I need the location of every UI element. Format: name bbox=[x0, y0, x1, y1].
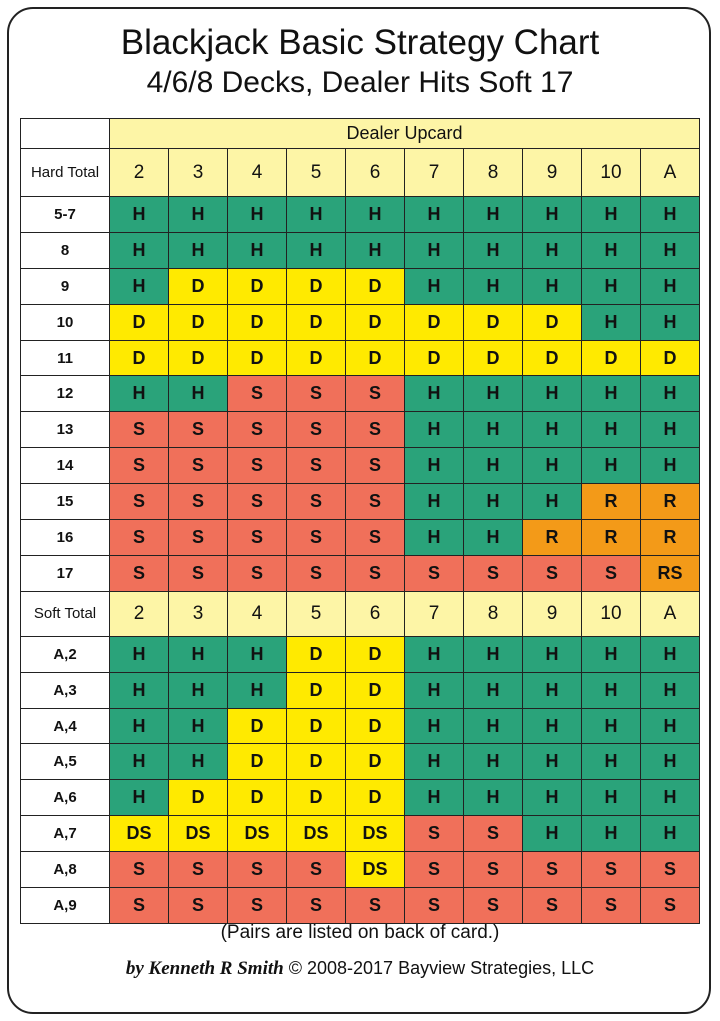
action-cell: H bbox=[110, 672, 169, 708]
upcard-9: 9 bbox=[523, 149, 582, 197]
action-cell: H bbox=[110, 744, 169, 780]
action-cell: H bbox=[464, 744, 523, 780]
action-cell: S bbox=[228, 852, 287, 888]
action-cell: H bbox=[405, 232, 464, 268]
action-cell: D bbox=[287, 340, 346, 376]
hard-upcard-row bbox=[21, 149, 700, 197]
action-cell: H bbox=[169, 232, 228, 268]
row-label: 16 bbox=[21, 520, 110, 556]
action-cell: S bbox=[228, 448, 287, 484]
action-cell: S bbox=[582, 888, 641, 924]
action-cell: H bbox=[169, 744, 228, 780]
table-row bbox=[21, 708, 700, 744]
row-label: A,4 bbox=[21, 708, 110, 744]
action-cell: S bbox=[287, 852, 346, 888]
action-cell: S bbox=[464, 816, 523, 852]
upcard-4: 4 bbox=[228, 149, 287, 197]
action-cell: H bbox=[464, 636, 523, 672]
action-cell: H bbox=[110, 636, 169, 672]
action-cell: S bbox=[346, 412, 405, 448]
action-cell: H bbox=[641, 197, 700, 233]
action-cell: S bbox=[523, 888, 582, 924]
action-cell: S bbox=[287, 412, 346, 448]
action-cell: D bbox=[346, 268, 405, 304]
action-cell: H bbox=[523, 268, 582, 304]
action-cell: S bbox=[405, 852, 464, 888]
action-cell: D bbox=[228, 708, 287, 744]
author-name: by Kenneth R Smith bbox=[125, 958, 284, 979]
action-cell: H bbox=[641, 448, 700, 484]
table-row bbox=[21, 340, 700, 376]
table-row bbox=[21, 197, 700, 233]
action-cell: H bbox=[523, 197, 582, 233]
action-cell: S bbox=[346, 484, 405, 520]
upcard-8: 8 bbox=[464, 149, 523, 197]
action-cell: R bbox=[641, 484, 700, 520]
action-cell: S bbox=[287, 448, 346, 484]
copyright-text: © 2008-2017 Bayview Strategies, LLC bbox=[288, 958, 595, 978]
action-cell: H bbox=[582, 448, 641, 484]
action-cell: H bbox=[641, 636, 700, 672]
action-cell: H bbox=[464, 708, 523, 744]
action-cell: H bbox=[405, 780, 464, 816]
action-cell: H bbox=[582, 268, 641, 304]
action-cell: D bbox=[582, 340, 641, 376]
table-row bbox=[21, 448, 700, 484]
action-cell: H bbox=[641, 780, 700, 816]
action-cell: S bbox=[169, 520, 228, 556]
row-label: 17 bbox=[21, 555, 110, 591]
table-row bbox=[21, 888, 700, 924]
upcard-6: 6 bbox=[346, 591, 405, 636]
corner-cell bbox=[21, 119, 110, 149]
action-cell: H bbox=[110, 708, 169, 744]
action-cell: S bbox=[405, 888, 464, 924]
action-cell: D bbox=[169, 268, 228, 304]
action-cell: H bbox=[464, 268, 523, 304]
action-cell: S bbox=[110, 448, 169, 484]
action-cell: S bbox=[346, 376, 405, 412]
row-label: 14 bbox=[21, 448, 110, 484]
action-cell: H bbox=[641, 232, 700, 268]
action-cell: H bbox=[523, 636, 582, 672]
action-cell: H bbox=[228, 672, 287, 708]
upcard-5: 5 bbox=[287, 591, 346, 636]
action-cell: H bbox=[582, 232, 641, 268]
action-cell: H bbox=[464, 376, 523, 412]
action-cell: S bbox=[346, 520, 405, 556]
action-cell: H bbox=[110, 780, 169, 816]
action-cell: DS bbox=[228, 816, 287, 852]
action-cell: H bbox=[405, 448, 464, 484]
upcard-4: 4 bbox=[228, 591, 287, 636]
action-cell: H bbox=[405, 197, 464, 233]
action-cell: S bbox=[346, 555, 405, 591]
table-row bbox=[21, 780, 700, 816]
upcard-7: 7 bbox=[405, 149, 464, 197]
action-cell: S bbox=[287, 555, 346, 591]
action-cell: D bbox=[110, 304, 169, 340]
action-cell: DS bbox=[110, 816, 169, 852]
action-cell: S bbox=[228, 412, 287, 448]
upcard-10: 10 bbox=[582, 149, 641, 197]
table-row bbox=[21, 484, 700, 520]
action-cell: S bbox=[523, 555, 582, 591]
table-row bbox=[21, 852, 700, 888]
action-cell: H bbox=[523, 816, 582, 852]
table-row bbox=[21, 744, 700, 780]
action-cell: H bbox=[464, 520, 523, 556]
action-cell: D bbox=[169, 304, 228, 340]
chart-title: Blackjack Basic Strategy Chart bbox=[120, 23, 600, 62]
action-cell: H bbox=[228, 232, 287, 268]
action-cell: H bbox=[523, 448, 582, 484]
action-cell: D bbox=[346, 708, 405, 744]
action-cell: H bbox=[641, 816, 700, 852]
upcard-2: 2 bbox=[110, 149, 169, 197]
row-label: 12 bbox=[21, 376, 110, 412]
row-label: A,5 bbox=[21, 744, 110, 780]
action-cell: S bbox=[464, 888, 523, 924]
action-cell: D bbox=[346, 304, 405, 340]
action-cell: R bbox=[523, 520, 582, 556]
action-cell: S bbox=[228, 520, 287, 556]
table-row bbox=[21, 520, 700, 556]
soft-upcard-row bbox=[21, 591, 700, 636]
row-label: A,7 bbox=[21, 816, 110, 852]
action-cell: H bbox=[405, 708, 464, 744]
row-label: A,8 bbox=[21, 852, 110, 888]
action-cell: H bbox=[641, 708, 700, 744]
action-cell: S bbox=[110, 520, 169, 556]
table-row bbox=[21, 376, 700, 412]
action-cell: H bbox=[582, 412, 641, 448]
upcard-3: 3 bbox=[169, 591, 228, 636]
action-cell: H bbox=[346, 197, 405, 233]
action-cell: D bbox=[228, 780, 287, 816]
action-cell: S bbox=[228, 376, 287, 412]
action-cell: D bbox=[169, 340, 228, 376]
action-cell: D bbox=[641, 340, 700, 376]
action-cell: D bbox=[405, 304, 464, 340]
action-cell: DS bbox=[346, 852, 405, 888]
action-cell: H bbox=[523, 412, 582, 448]
action-cell: H bbox=[582, 636, 641, 672]
action-cell: H bbox=[641, 268, 700, 304]
row-label: 10 bbox=[21, 304, 110, 340]
action-cell: H bbox=[523, 708, 582, 744]
action-cell: S bbox=[110, 484, 169, 520]
action-cell: S bbox=[464, 852, 523, 888]
chart-subtitle: 4/6/8 Decks, Dealer Hits Soft 17 bbox=[146, 66, 574, 99]
action-cell: H bbox=[582, 744, 641, 780]
upcard-A: A bbox=[641, 591, 700, 636]
action-cell: D bbox=[287, 268, 346, 304]
table-row bbox=[21, 636, 700, 672]
row-label: 9 bbox=[21, 268, 110, 304]
action-cell: D bbox=[287, 744, 346, 780]
action-cell: D bbox=[287, 304, 346, 340]
action-cell: R bbox=[641, 520, 700, 556]
action-cell: D bbox=[346, 744, 405, 780]
action-cell: H bbox=[405, 412, 464, 448]
action-cell: H bbox=[405, 520, 464, 556]
table-row bbox=[21, 232, 700, 268]
action-cell: H bbox=[582, 672, 641, 708]
upcard-7: 7 bbox=[405, 591, 464, 636]
action-cell: S bbox=[110, 852, 169, 888]
row-label: A,2 bbox=[21, 636, 110, 672]
action-cell: H bbox=[169, 197, 228, 233]
action-cell: H bbox=[169, 636, 228, 672]
action-cell: D bbox=[405, 340, 464, 376]
action-cell: H bbox=[641, 304, 700, 340]
action-cell: S bbox=[110, 555, 169, 591]
dealer-upcard-header: Dealer Upcard bbox=[110, 119, 700, 149]
action-cell: D bbox=[287, 708, 346, 744]
action-cell: D bbox=[346, 636, 405, 672]
action-cell: H bbox=[110, 376, 169, 412]
action-cell: D bbox=[169, 780, 228, 816]
table-row bbox=[21, 304, 700, 340]
row-label: 8 bbox=[21, 232, 110, 268]
action-cell: H bbox=[405, 376, 464, 412]
hard-upcard-row-label: Hard Total bbox=[21, 149, 110, 197]
action-cell: S bbox=[405, 555, 464, 591]
dealer-header-row bbox=[21, 119, 700, 149]
action-cell: H bbox=[582, 708, 641, 744]
action-cell: H bbox=[523, 672, 582, 708]
action-cell: H bbox=[287, 232, 346, 268]
action-cell: S bbox=[346, 448, 405, 484]
action-cell: H bbox=[523, 232, 582, 268]
action-cell: H bbox=[582, 816, 641, 852]
action-cell: H bbox=[169, 708, 228, 744]
action-cell: S bbox=[641, 888, 700, 924]
action-cell: S bbox=[287, 888, 346, 924]
action-cell: H bbox=[464, 412, 523, 448]
action-cell: D bbox=[346, 340, 405, 376]
action-cell: H bbox=[464, 780, 523, 816]
table-row bbox=[21, 672, 700, 708]
action-cell: H bbox=[641, 672, 700, 708]
soft-upcard-row-label: Soft Total bbox=[21, 591, 110, 636]
row-label: A,9 bbox=[21, 888, 110, 924]
upcard-9: 9 bbox=[523, 591, 582, 636]
action-cell: S bbox=[110, 412, 169, 448]
action-cell: D bbox=[464, 304, 523, 340]
action-cell: S bbox=[169, 888, 228, 924]
pairs-note: (Pairs are listed on back of card.) bbox=[220, 922, 500, 943]
action-cell: S bbox=[169, 555, 228, 591]
row-label: A,6 bbox=[21, 780, 110, 816]
upcard-3: 3 bbox=[169, 149, 228, 197]
action-cell: H bbox=[405, 268, 464, 304]
action-cell: DS bbox=[346, 816, 405, 852]
action-cell: H bbox=[110, 268, 169, 304]
upcard-A: A bbox=[641, 149, 700, 197]
action-cell: S bbox=[228, 484, 287, 520]
action-cell: S bbox=[641, 852, 700, 888]
action-cell: D bbox=[228, 744, 287, 780]
action-cell: H bbox=[523, 744, 582, 780]
action-cell: D bbox=[464, 340, 523, 376]
action-cell: D bbox=[346, 672, 405, 708]
row-label: 13 bbox=[21, 412, 110, 448]
action-cell: H bbox=[582, 376, 641, 412]
strategy-table bbox=[20, 118, 700, 924]
table-row bbox=[21, 268, 700, 304]
action-cell: D bbox=[523, 304, 582, 340]
action-cell: R bbox=[582, 484, 641, 520]
action-cell: H bbox=[464, 232, 523, 268]
action-cell: H bbox=[582, 304, 641, 340]
action-cell: H bbox=[169, 672, 228, 708]
action-cell: H bbox=[464, 672, 523, 708]
action-cell: H bbox=[582, 197, 641, 233]
action-cell: H bbox=[110, 232, 169, 268]
action-cell: S bbox=[287, 520, 346, 556]
action-cell: S bbox=[582, 555, 641, 591]
action-cell: D bbox=[228, 340, 287, 376]
action-cell: S bbox=[169, 448, 228, 484]
action-cell: S bbox=[287, 484, 346, 520]
action-cell: H bbox=[582, 780, 641, 816]
action-cell: H bbox=[523, 484, 582, 520]
action-cell: S bbox=[287, 376, 346, 412]
action-cell: H bbox=[464, 484, 523, 520]
action-cell: RS bbox=[641, 555, 700, 591]
action-cell: S bbox=[169, 412, 228, 448]
table-row bbox=[21, 412, 700, 448]
action-cell: H bbox=[405, 484, 464, 520]
action-cell: H bbox=[405, 672, 464, 708]
action-cell: S bbox=[110, 888, 169, 924]
action-cell: S bbox=[405, 816, 464, 852]
action-cell: H bbox=[641, 376, 700, 412]
action-cell: S bbox=[169, 852, 228, 888]
action-cell: D bbox=[228, 304, 287, 340]
upcard-8: 8 bbox=[464, 591, 523, 636]
action-cell: H bbox=[464, 197, 523, 233]
upcard-10: 10 bbox=[582, 591, 641, 636]
action-cell: H bbox=[523, 376, 582, 412]
upcard-2: 2 bbox=[110, 591, 169, 636]
action-cell: D bbox=[287, 780, 346, 816]
upcard-6: 6 bbox=[346, 149, 405, 197]
action-cell: D bbox=[287, 636, 346, 672]
action-cell: D bbox=[346, 780, 405, 816]
credit-line bbox=[0, 958, 720, 980]
action-cell: S bbox=[228, 888, 287, 924]
row-label: 15 bbox=[21, 484, 110, 520]
action-cell: H bbox=[641, 744, 700, 780]
action-cell: S bbox=[169, 484, 228, 520]
row-label: 5-7 bbox=[21, 197, 110, 233]
action-cell: H bbox=[346, 232, 405, 268]
action-cell: H bbox=[110, 197, 169, 233]
action-cell: D bbox=[110, 340, 169, 376]
action-cell: H bbox=[523, 780, 582, 816]
action-cell: D bbox=[287, 672, 346, 708]
action-cell: H bbox=[228, 197, 287, 233]
table-row bbox=[21, 555, 700, 591]
action-cell: H bbox=[405, 744, 464, 780]
row-label: 11 bbox=[21, 340, 110, 376]
action-cell: S bbox=[346, 888, 405, 924]
action-cell: S bbox=[582, 852, 641, 888]
action-cell: S bbox=[464, 555, 523, 591]
action-cell: S bbox=[228, 555, 287, 591]
table-row bbox=[21, 816, 700, 852]
action-cell: H bbox=[169, 376, 228, 412]
action-cell: S bbox=[523, 852, 582, 888]
upcard-5: 5 bbox=[287, 149, 346, 197]
action-cell: H bbox=[641, 412, 700, 448]
row-label: A,3 bbox=[21, 672, 110, 708]
action-cell: H bbox=[464, 448, 523, 484]
action-cell: DS bbox=[287, 816, 346, 852]
action-cell: H bbox=[228, 636, 287, 672]
action-cell: DS bbox=[169, 816, 228, 852]
action-cell: H bbox=[287, 197, 346, 233]
action-cell: D bbox=[228, 268, 287, 304]
action-cell: R bbox=[582, 520, 641, 556]
action-cell: H bbox=[405, 636, 464, 672]
action-cell: D bbox=[523, 340, 582, 376]
